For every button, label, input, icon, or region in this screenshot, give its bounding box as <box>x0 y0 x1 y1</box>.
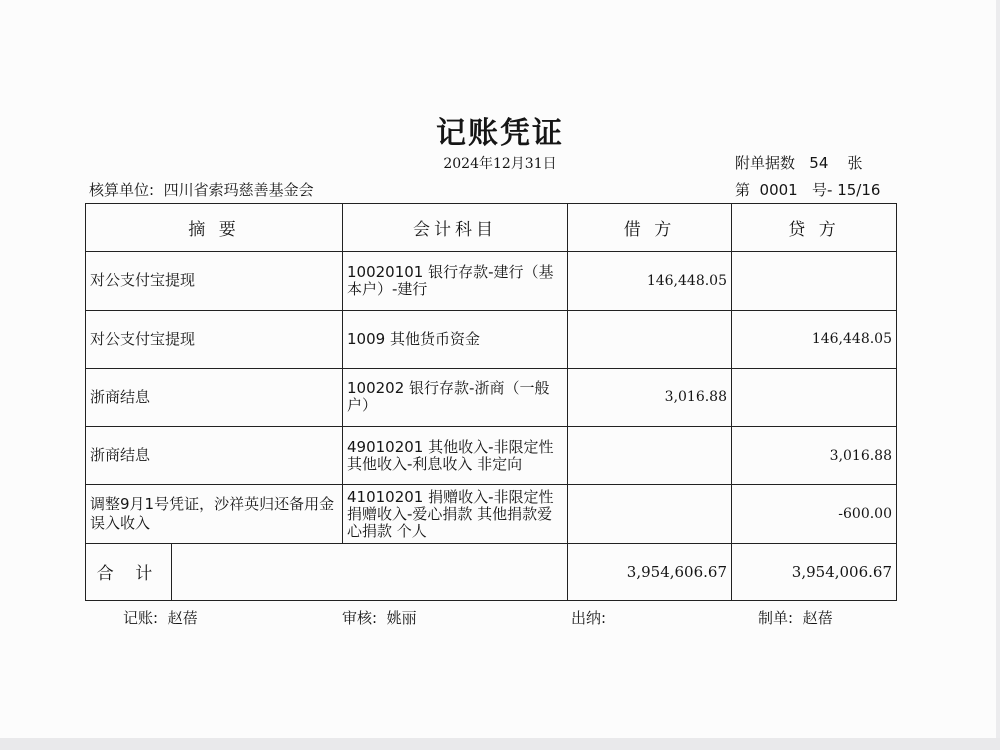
credit-cell: -600.00 <box>732 485 897 543</box>
total-blank-cell <box>172 543 568 600</box>
credit-cell: 146,448.05 <box>732 310 897 368</box>
table-row <box>86 310 897 368</box>
credit-cell <box>732 368 897 426</box>
debit-cell <box>568 485 732 543</box>
table-row <box>86 368 897 426</box>
account-cell: 1009 其他货币资金 <box>343 310 568 368</box>
debit-cell: 3,016.88 <box>568 368 732 426</box>
table-row <box>86 252 897 310</box>
table-row <box>86 485 897 543</box>
header-debit: 借 方 <box>568 204 732 252</box>
table-header-row <box>86 204 897 252</box>
cashier-signature: 出纳: <box>571 609 607 627</box>
credit-cell <box>732 252 897 310</box>
total-credit: 3,954,006.67 <box>732 543 897 600</box>
credit-cell: 3,016.88 <box>732 427 897 485</box>
account-cell: 49010201 其他收入-非限定性其他收入-利息收入 非定向 <box>343 427 568 485</box>
summary-cell: 浙商结息 <box>86 368 343 426</box>
summary-cell: 浙商结息 <box>86 427 343 485</box>
account-cell: 10020101 银行存款-建行（基本户）-建行 <box>343 252 568 310</box>
summary-cell: 调整9月1号凭证，沙祥英归还备用金误入收入 <box>86 485 343 543</box>
account-cell: 41010201 捐赠收入-非限定性捐赠收入-爱心捐款 其他捐款爱心捐款 个人 <box>343 485 568 543</box>
debit-cell: 146,448.05 <box>568 252 732 310</box>
voucher-number: 第 0001 号- 15/16 <box>735 181 881 199</box>
header-summary: 摘 要 <box>86 204 343 252</box>
voucher-date: 2024年12月31日 <box>443 156 557 172</box>
accounting-unit: 核算单位: 四川省索玛慈善基金会 <box>89 181 314 199</box>
debit-cell <box>568 310 732 368</box>
voucher-table <box>85 203 897 601</box>
bookkeeper-signature: 记账: 赵蓓 <box>123 609 198 627</box>
total-debit: 3,954,606.67 <box>568 543 732 600</box>
summary-cell: 对公支付宝提现 <box>86 252 343 310</box>
header-credit: 贷 方 <box>732 204 897 252</box>
attachment-count: 附单据数 54 张 <box>735 154 863 172</box>
summary-cell: 对公支付宝提现 <box>86 310 343 368</box>
account-cell: 100202 银行存款-浙商（一般户） <box>343 368 568 426</box>
reviewer-signature: 审核: 姚丽 <box>342 609 417 627</box>
table-row <box>86 427 897 485</box>
preparer-signature: 制单: 赵蓓 <box>758 609 833 627</box>
total-row <box>86 543 897 600</box>
debit-cell <box>568 427 732 485</box>
scan-edge-bottom <box>0 738 1000 750</box>
header-account: 会计科目 <box>343 204 568 252</box>
voucher-title: 记账凭证 <box>436 116 564 151</box>
total-label: 合 计 <box>86 543 172 600</box>
